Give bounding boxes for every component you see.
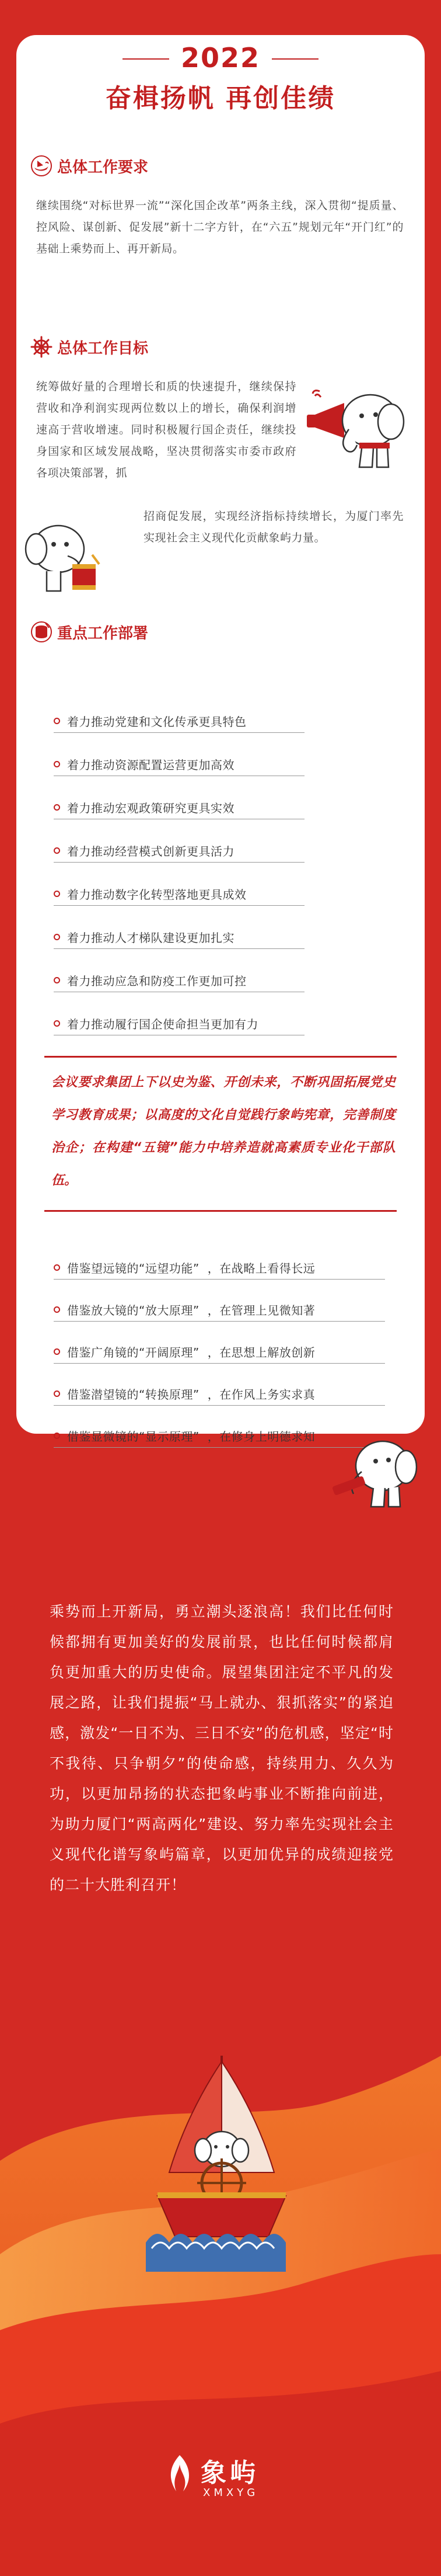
deployment-item: 着力推动资源配置运营更加高效 — [54, 752, 304, 776]
bullet-icon — [54, 1390, 60, 1397]
meeting-divider-top — [44, 1056, 397, 1058]
meeting-divider-bottom — [44, 1210, 397, 1212]
deployment-item: 着力推动数字化转型落地更具成效 — [54, 882, 304, 906]
bullet-icon — [54, 1306, 60, 1313]
bullet-icon — [54, 891, 60, 897]
bullet-icon — [54, 1348, 60, 1355]
bullet-icon — [54, 1020, 60, 1027]
section-goals-title: 总体工作目标 — [57, 339, 149, 357]
bullet-icon — [54, 1264, 60, 1271]
deployment-item: 着力推动履行国企使命担当更加有力 — [54, 1011, 304, 1035]
elephant-drum-icon — [23, 514, 111, 602]
page-title: 奋楫扬帆 再创佳绩 — [105, 84, 336, 113]
goals-text-a: 统筹做好量的合理增长和质的快速提升，继续保持营收和净利润实现两位数以上的增长，确保利润增速高于营收增速。同时积极履行国企责任，继续投身国家和区域发展战略，坚决贯彻落实市委市政府各项决策部署，抓 — [36, 380, 296, 479]
mirror-item: 借鉴显微镜的“显示原理” ， 在修身上明德求知 — [54, 1424, 385, 1448]
mirror-item: 借鉴广角镜的“开阔原理” ， 在思想上解放创新 — [54, 1340, 385, 1364]
drum-icon — [30, 621, 52, 643]
deployment-item: 着力推动宏观政策研究更具实效 — [54, 795, 304, 819]
mirror-item: 借鉴潜望镜的“转换原理” ， 在作风上务实求真 — [54, 1382, 385, 1406]
rudder-icon — [30, 336, 52, 358]
closing-text: 乘势而上开新局，勇立潮头逐浪高！我们比任何时候都拥有更加美好的发展前景，也比任何时候都肩负更加重大的历史使命。展望集团注定不平凡的发展之路，让我们提振“马上就办、狠抓落实”的紧迫感，激发“一日不为、三日不安”的危机感，坚定“时不我待、只争朝夕”的使命感，持续用力、久久为功，以更加昂扬的状态把象屿事业不断推向前进，为助力厦门“两高两化”建设、努力率先实现社会主义现代化谱写象屿篇章，以更加优异的成绩迎接党的二十大胜利召开！ — [50, 1603, 394, 1893]
bullet-icon — [54, 804, 60, 811]
section-requirements-header — [30, 153, 148, 179]
page-year: 2022 — [180, 42, 261, 74]
section-goals-header — [30, 334, 148, 360]
logo-sub: XMXYG — [203, 2487, 259, 2499]
deployment-item: 着力推动党建和文化传承更具特色 — [54, 709, 304, 733]
mirror-item: 借鉴放大镜的“放大原理” ， 在管理上见微知著 — [54, 1298, 385, 1322]
section-deployment-header — [30, 619, 148, 645]
meeting-text: 会议要求集团上下以史为鉴、开创未来，不断巩固拓展党史学习教育成果；以高度的文化自觉践行象屿宪章，完善制度治企；在构建“五镜”能力中培养造就高素质专业化干部队伍。 — [51, 1075, 396, 1188]
deployment-item: 着力推动人才梯队建设更加扎实 — [54, 925, 304, 949]
elephant-megaphone-icon — [303, 374, 408, 473]
goals-text-b: 招商促发展，实现经济指标持续增长，为厦门率先实现社会主义现代化贡献象屿力量。 — [144, 510, 404, 544]
bullet-icon — [54, 761, 60, 767]
logo-flame-icon — [163, 2453, 196, 2494]
bullet-icon — [54, 977, 60, 983]
section-deployment-title: 重点工作部署 — [57, 624, 149, 642]
deployment-item: 着力推动经营模式创新更具活力 — [54, 839, 304, 863]
dragon-boat-icon — [30, 155, 52, 177]
requirements-text: 继续围绕“对标世界一流”“深化国企改革”两条主线，深入贯彻“提质量、控风险、谋创新、促发展”新十二字方针，在“六五”规划元年“开门红”的基础上乘势而上、再开新局。 — [36, 199, 404, 255]
sailboat-icon — [134, 2050, 309, 2278]
elephant-telescope-icon — [327, 1425, 420, 1518]
bullet-icon — [54, 718, 60, 724]
bullet-icon — [54, 934, 60, 940]
section-requirements-title: 总体工作要求 — [57, 158, 149, 176]
logo-name: 象屿 — [201, 2458, 259, 2488]
mirror-item: 借鉴望远镜的“远望功能” ， 在战略上看得长远 — [54, 1256, 385, 1280]
bullet-icon — [54, 847, 60, 854]
bullet-icon — [54, 1433, 60, 1439]
deployment-item: 着力推动应急和防疫工作更加可控 — [54, 968, 304, 992]
